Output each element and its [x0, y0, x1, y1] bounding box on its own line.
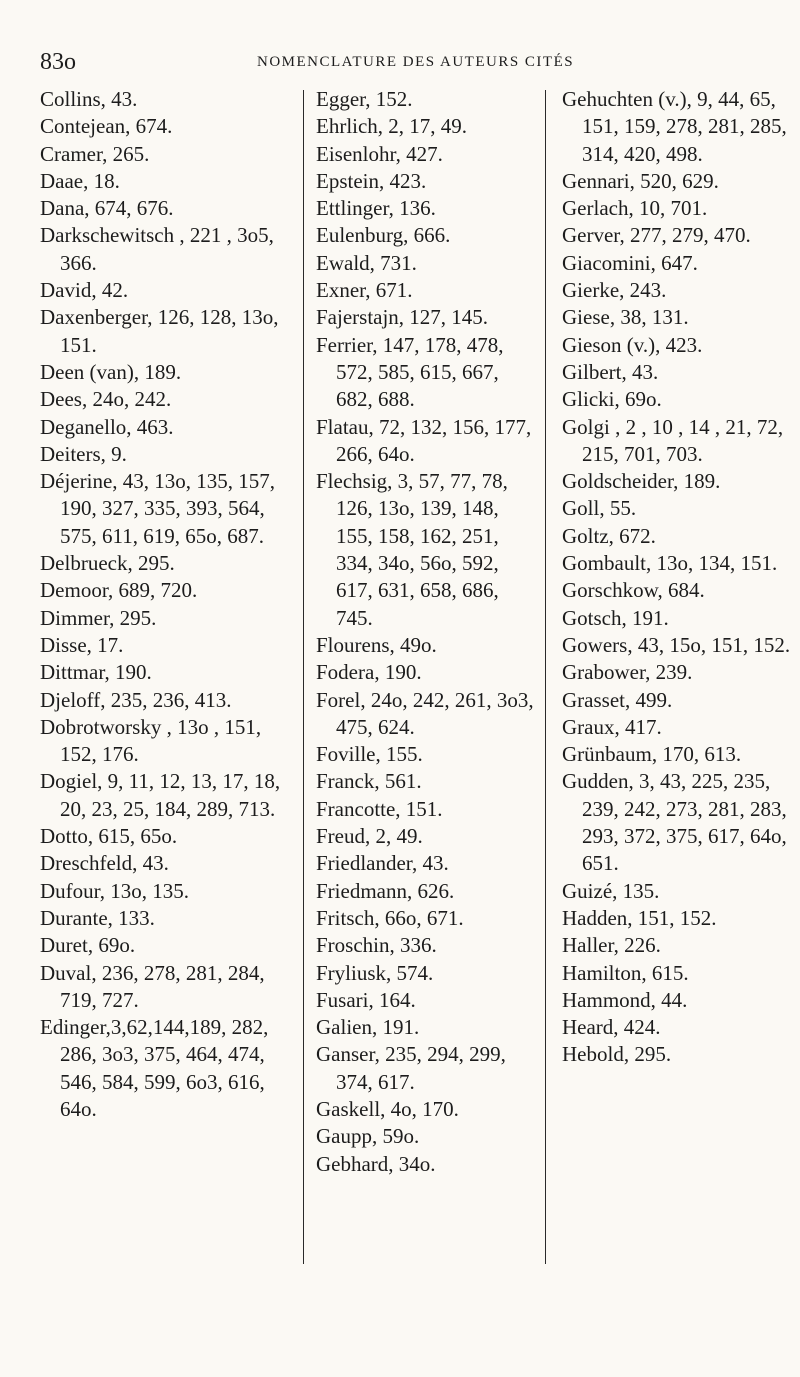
- index-entry: Demoor, 689, 720.: [40, 578, 198, 603]
- index-entry: Duret, 69o.: [40, 933, 136, 958]
- index-entry: Gaupp, 59o.: [316, 1124, 420, 1149]
- index-entry: Forel, 24o, 242, 261, 3o3, 475, 624.: [316, 687, 534, 739]
- index-entry: Daae, 18.: [40, 168, 120, 193]
- index-entry: Ferrier, 147, 178, 478, 572, 585, 615, 667, 682, 688.: [316, 332, 504, 412]
- page-number: 83o: [40, 49, 76, 75]
- index-entry: Egger, 152.: [316, 87, 413, 111]
- index-entry: Golgi , 2 , 10 , 14 , 21, 72, 215, 701, 703.: [562, 414, 784, 466]
- index-entry: Friedlander, 43.: [316, 851, 449, 876]
- column-divider: [545, 90, 546, 1264]
- index-entry: Goltz, 672.: [562, 523, 656, 548]
- index-entry: Fusari, 164.: [316, 987, 416, 1012]
- index-entry: Dogiel, 9, 11, 12, 13, 17, 18, 20, 23, 25, 184, 289, 713.: [40, 769, 281, 821]
- index-entry: Graux, 417.: [562, 714, 662, 739]
- index-entry: Dees, 24o, 242.: [40, 387, 172, 412]
- index-entry: Eisenlohr, 427.: [316, 141, 443, 166]
- index-entry: Hadden, 151, 152.: [562, 905, 717, 930]
- index-entry: Gieson (v.), 423.: [562, 332, 703, 357]
- index-entry: Gombault, 13o, 134, 151.: [562, 551, 778, 576]
- index-entry: Cramer, 265.: [40, 141, 150, 166]
- index-entry: Edinger,3,62,144,189, 282, 286, 3o3, 375, 464, 474, 546, 584, 599, 6o3, 616, 64o.: [40, 1015, 269, 1121]
- index-entry: Fritsch, 66o, 671.: [316, 905, 464, 930]
- index-column-2: [316, 86, 534, 1178]
- index-entry: David, 42.: [40, 278, 129, 303]
- index-entry: Gaskell, 4o, 170.: [316, 1096, 459, 1121]
- index-entry: Gowers, 43, 15o, 151, 152.: [562, 632, 791, 657]
- index-entry: Grasset, 499.: [562, 687, 673, 712]
- index-entry: Djeloff, 235, 236, 413.: [40, 687, 232, 712]
- index-entry: Dotto, 615, 65o.: [40, 824, 178, 849]
- index-entry: Fodera, 190.: [316, 660, 422, 685]
- index-entry: Grabower, 239.: [562, 660, 693, 685]
- index-entry: Delbrueck, 295.: [40, 551, 175, 576]
- index-entry: Fryliusk, 574.: [316, 960, 434, 985]
- index-entry: Guizé, 135.: [562, 878, 660, 903]
- index-entry: Glicki, 69o.: [562, 387, 662, 412]
- index-entry: Daxenberger, 126, 128, 13o, 151.: [40, 305, 279, 357]
- index-entry: Gerlach, 10, 701.: [562, 196, 708, 221]
- index-entry: Flourens, 49o.: [316, 632, 437, 657]
- index-entry: Exner, 671.: [316, 278, 413, 303]
- index-entry: Ganser, 235, 294, 299, 374, 617.: [316, 1042, 506, 1094]
- index-entry: Duval, 236, 278, 281, 284, 719, 727.: [40, 960, 265, 1012]
- index-entry: Flatau, 72, 132, 156, 177, 266, 64o.: [316, 414, 532, 466]
- index-entry: Goll, 55.: [562, 496, 637, 521]
- index-entry: Epstein, 423.: [316, 168, 427, 193]
- index-entry: Gudden, 3, 43, 225, 235, 239, 242, 273, 281, 283, 293, 372, 375, 617, 64o, 651.: [562, 769, 787, 876]
- index-entry: Foville, 155.: [316, 742, 423, 767]
- index-entry: Hammond, 44.: [562, 987, 688, 1012]
- index-entry: Dimmer, 295.: [40, 605, 157, 630]
- index-entry: Gehuchten (v.), 9, 44, 65, 151, 159, 278, 281, 285, 314, 420, 498.: [562, 87, 787, 166]
- index-entry: Hamilton, 615.: [562, 960, 689, 985]
- index-entry: Gilbert, 43.: [562, 359, 659, 384]
- index-entry: Gerver, 277, 279, 470.: [562, 223, 751, 248]
- index-entry: Heard, 424.: [562, 1015, 661, 1040]
- index-entry: Gorschkow, 684.: [562, 578, 705, 603]
- page-header: [0, 48, 800, 78]
- index-entry: Darkschewitsch , 221 , 3o5, 366.: [40, 223, 274, 275]
- index-entry: Galien, 191.: [316, 1015, 420, 1040]
- index-entry: Ettlinger, 136.: [316, 196, 436, 221]
- index-entry: Contejean, 674.: [40, 114, 173, 139]
- index-entry: Flechsig, 3, 57, 77, 78, 126, 13o, 139, 148, 155, 158, 162, 251, 334, 34o, 56o, 592, 617, 631, 658, 686, 745.: [316, 469, 508, 630]
- index-entry: Giese, 38, 131.: [562, 305, 689, 330]
- index-column-3: [562, 86, 792, 1069]
- index-entry: Durante, 133.: [40, 905, 155, 930]
- running-title: NOMENCLATURE DES AUTEURS CITÉS: [257, 54, 575, 70]
- index-entry: Disse, 17.: [40, 632, 124, 657]
- index-entry: Fajerstajn, 127, 145.: [316, 305, 489, 330]
- index-entry: Friedmann, 626.: [316, 878, 455, 903]
- index-entry: Eulenburg, 666.: [316, 223, 451, 248]
- index-entry: Freud, 2, 49.: [316, 824, 423, 849]
- index-entry: Déjerine, 43, 13o, 135, 157, 190, 327, 335, 393, 564, 575, 611, 619, 65o, 687.: [40, 469, 276, 548]
- index-entry: Dittmar, 190.: [40, 660, 152, 685]
- index-entry: Goldscheider, 189.: [562, 469, 721, 494]
- index-entry: Gotsch, 191.: [562, 605, 669, 630]
- index-entry: Gennari, 520, 629.: [562, 168, 719, 193]
- column-divider: [303, 90, 304, 1264]
- index-column-1: [40, 86, 292, 1123]
- index-entry: Gebhard, 34o.: [316, 1151, 436, 1176]
- index-entry: Froschin, 336.: [316, 933, 437, 958]
- index-entry: Gierke, 243.: [562, 278, 667, 303]
- index-entry: Dana, 674, 676.: [40, 196, 174, 221]
- index-entry: Deiters, 9.: [40, 441, 127, 466]
- index-entry: Dufour, 13o, 135.: [40, 878, 190, 903]
- index-entry: Grünbaum, 170, 613.: [562, 742, 742, 767]
- index-entry: Giacomini, 647.: [562, 250, 698, 275]
- index-entry: Ewald, 731.: [316, 250, 417, 275]
- index-entry: Franck, 561.: [316, 769, 422, 794]
- index-entry: Francotte, 151.: [316, 796, 443, 821]
- index-entry: Deganello, 463.: [40, 414, 174, 439]
- index-entry: Dobrotworsky , 13o , 151, 152, 176.: [40, 714, 262, 767]
- index-entry: Hebold, 295.: [562, 1042, 672, 1067]
- index-entry: Deen (van), 189.: [40, 359, 182, 384]
- index-entry: Haller, 226.: [562, 933, 661, 958]
- index-entry: Dreschfeld, 43.: [40, 851, 169, 876]
- index-entry: Ehrlich, 2, 17, 49.: [316, 114, 468, 139]
- index-entry: Collins, 43.: [40, 87, 138, 111]
